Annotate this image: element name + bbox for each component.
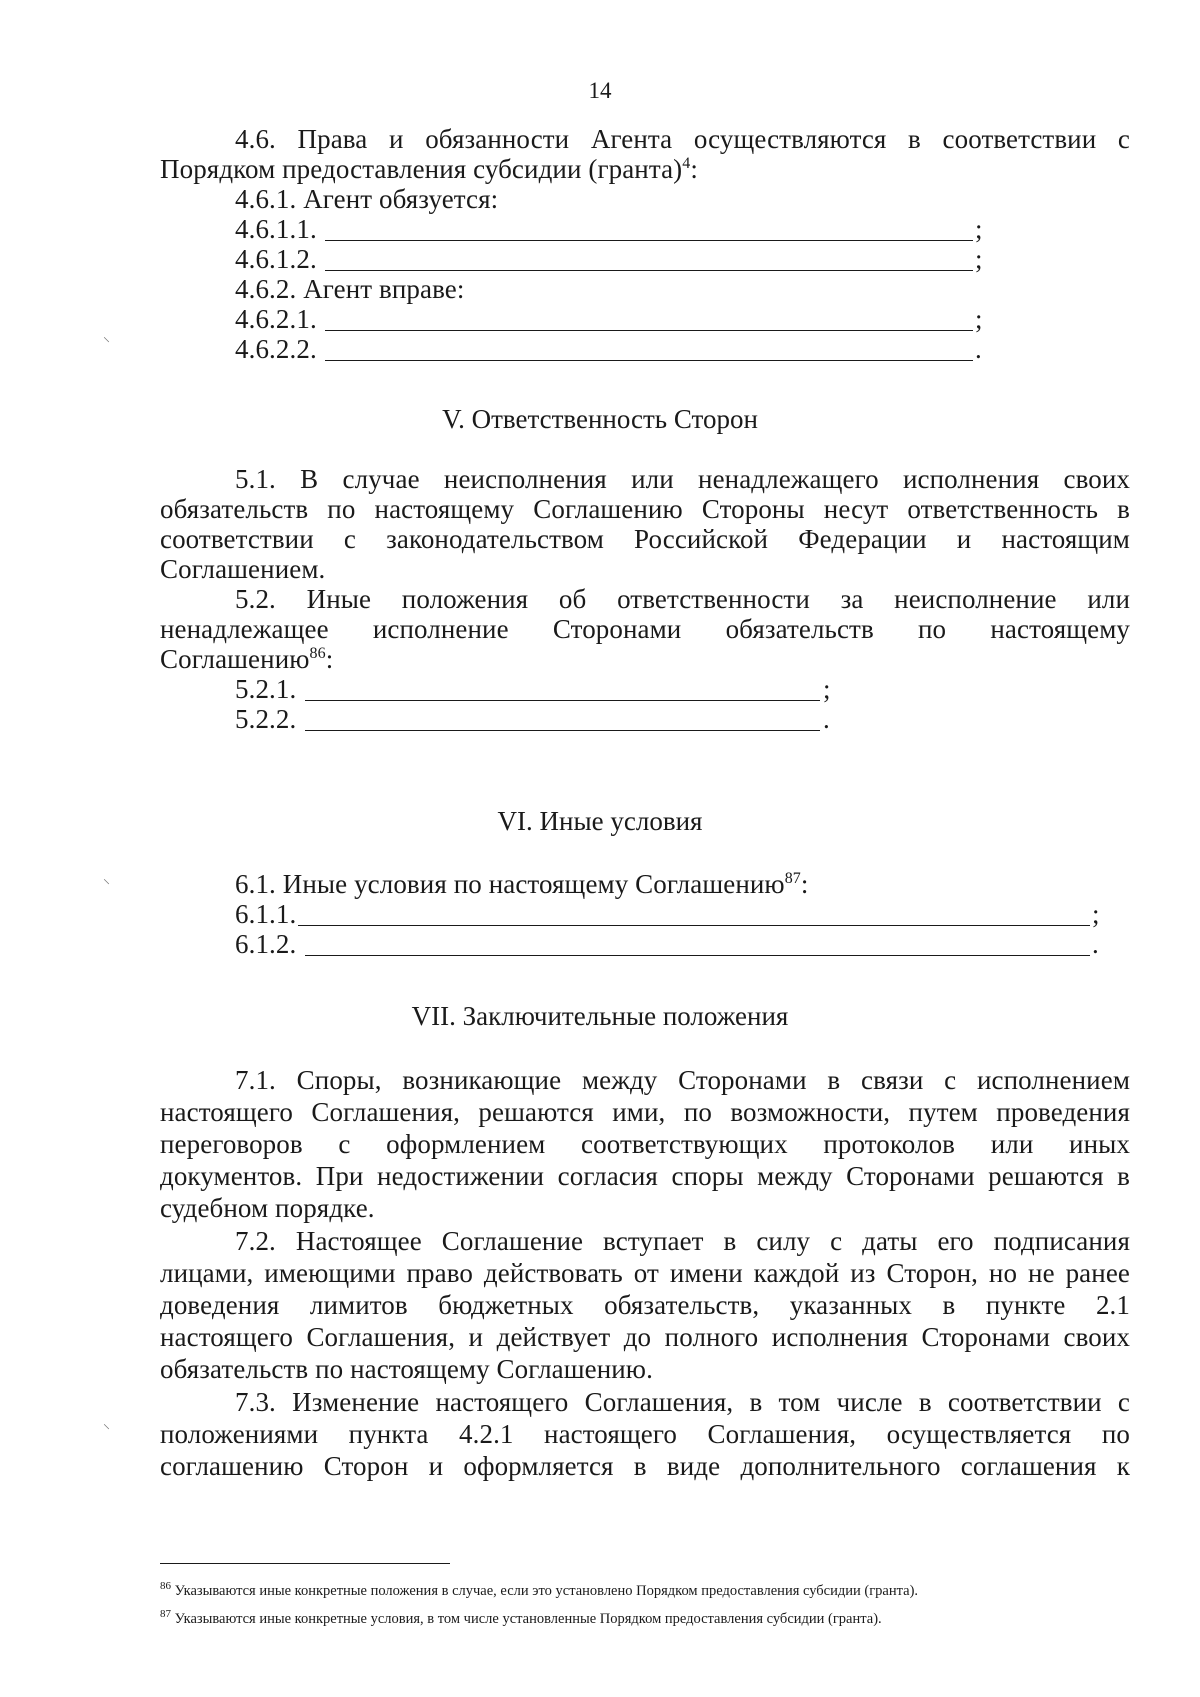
section-6-title: VI. Иные условия: [497, 806, 703, 836]
scan-mark: ⸌: [103, 878, 110, 893]
para-5-1-line1: 5.1. В случае неисполнения или ненадлежащего исполнения своих: [235, 464, 1130, 494]
footnote-86: [160, 1577, 918, 1600]
scan-mark: ⸌: [103, 1423, 110, 1438]
blank-line[interactable]: [325, 240, 973, 241]
para-5-2-1-label: 5.2.1.: [235, 674, 297, 704]
semicolon: ;: [975, 244, 983, 274]
para-7-2-line5: обязательств по настоящему Соглашению.: [160, 1354, 653, 1384]
blank-line[interactable]: [305, 955, 1090, 956]
para-6-1-text: 6.1. Иные условия по настоящему Соглашению: [235, 869, 785, 899]
para-4-6-2-2-label: 4.6.2.2.: [235, 334, 317, 364]
para-7-1-line4: документов. При недостижении согласия споры между Сторонами решаются в: [160, 1161, 1130, 1191]
section-5-title: V. Ответственность Сторон: [442, 404, 758, 434]
punct: :: [800, 869, 809, 899]
blank-line[interactable]: [325, 330, 973, 331]
para-7-3-line2: положениями пункта 4.2.1 настоящего Соглашения, осуществляется по: [160, 1419, 1130, 1449]
para-7-3-line1: 7.3. Изменение настоящего Соглашения, в том числе в соответствии с: [235, 1387, 1130, 1417]
para-4-6-line2: [160, 153, 698, 185]
para-4-6-1: 4.6.1. Агент обязуется:: [235, 184, 499, 214]
para-4-6-text: Порядком предоставления субсидии (гранта): [160, 154, 683, 184]
para-4-6-2-1-label: 4.6.2.1.: [235, 304, 317, 334]
footnote-number: 86: [160, 1580, 171, 1592]
para-7-1-line1: 7.1. Споры, возникающие между Сторонами в связи с исполнением: [235, 1065, 1130, 1095]
blank-line[interactable]: [298, 925, 1090, 926]
para-4-6-1-2-label: 4.6.1.2.: [235, 244, 317, 274]
page-number: 14: [588, 78, 612, 103]
footnote-text: Указываются иные конкретные условия, в том числе установленные Порядком предоставления субсидии (гранта).: [174, 1610, 882, 1627]
semicolon: ;: [975, 214, 983, 244]
para-5-1-line2: обязательств по настоящему Соглашению Стороны несут ответственность в: [160, 494, 1130, 524]
para-4-6-line1: 4.6. Права и обязанности Агента осуществляются в соответствии с: [235, 124, 1130, 154]
punct: :: [325, 644, 334, 674]
para-6-1-2-label: 6.1.2.: [235, 929, 297, 959]
footnote-text: Указываются иные конкретные положения в случае, если это установлено Порядком предоставления субсидии (гранта).: [174, 1582, 919, 1599]
scan-mark: ⸌: [103, 336, 110, 351]
period: .: [1092, 929, 1099, 959]
para-7-2-line2: лицами, имеющими право действовать от имени каждой из Сторон, но не ранее: [160, 1258, 1130, 1288]
para-5-2-2-label: 5.2.2.: [235, 704, 297, 734]
blank-line[interactable]: [325, 360, 973, 361]
para-6-1-1-label: 6.1.1.: [235, 899, 297, 929]
period: .: [823, 704, 830, 734]
para-7-2-line4: настоящего Соглашения, и действует до полного исполнения Сторонами своих: [160, 1322, 1130, 1352]
para-4-6-1-1-label: 4.6.1.1.: [235, 214, 317, 244]
semicolon: ;: [975, 304, 983, 334]
footnote-number: 87: [160, 1608, 171, 1620]
para-6-1: [235, 868, 809, 900]
period: .: [975, 334, 982, 364]
footnote-ref: 86: [309, 645, 326, 662]
footnote-87: [160, 1605, 882, 1628]
para-7-1-line3: переговоров с оформлением соответствующих протоколов или иных: [160, 1129, 1130, 1159]
blank-line[interactable]: [325, 270, 973, 271]
para-5-2-line3: [160, 643, 333, 675]
para-7-2-line1: 7.2. Настоящее Соглашение вступает в силу с даты его подписания: [235, 1226, 1130, 1256]
para-5-1-line4: Соглашением.: [160, 554, 326, 584]
para-7-3-line3: соглашению Сторон и оформляется в виде дополнительного соглашения к: [160, 1451, 1130, 1481]
para-5-2-line1: 5.2. Иные положения об ответственности за неисполнение или: [235, 584, 1130, 614]
semicolon: ;: [823, 674, 831, 704]
semicolon: ;: [1092, 899, 1100, 929]
blank-line[interactable]: [305, 700, 820, 701]
para-5-2-line2: ненадлежащее исполнение Сторонами обязательств по настоящему: [160, 614, 1130, 644]
punct: :: [690, 154, 698, 184]
section-7-title: VII. Заключительные положения: [411, 1001, 789, 1031]
para-7-1-line2: настоящего Соглашения, решаются ими, по возможности, путем проведения: [160, 1097, 1130, 1127]
para-4-6-2: 4.6.2. Агент вправе:: [235, 274, 465, 304]
footnote-separator: [160, 1563, 450, 1564]
para-7-1-line5: судебном порядке.: [160, 1193, 375, 1223]
para-7-2-line3: доведения лимитов бюджетных обязательств, указанных в пункте 2.1: [160, 1290, 1130, 1320]
para-5-2-text: Соглашению: [160, 644, 310, 674]
footnote-ref: 87: [784, 870, 801, 887]
blank-line[interactable]: [305, 730, 820, 731]
footnote-ref: 4: [682, 155, 691, 172]
para-5-1-line3: соответствии с законодательством Российской Федерации и настоящим: [160, 524, 1130, 554]
